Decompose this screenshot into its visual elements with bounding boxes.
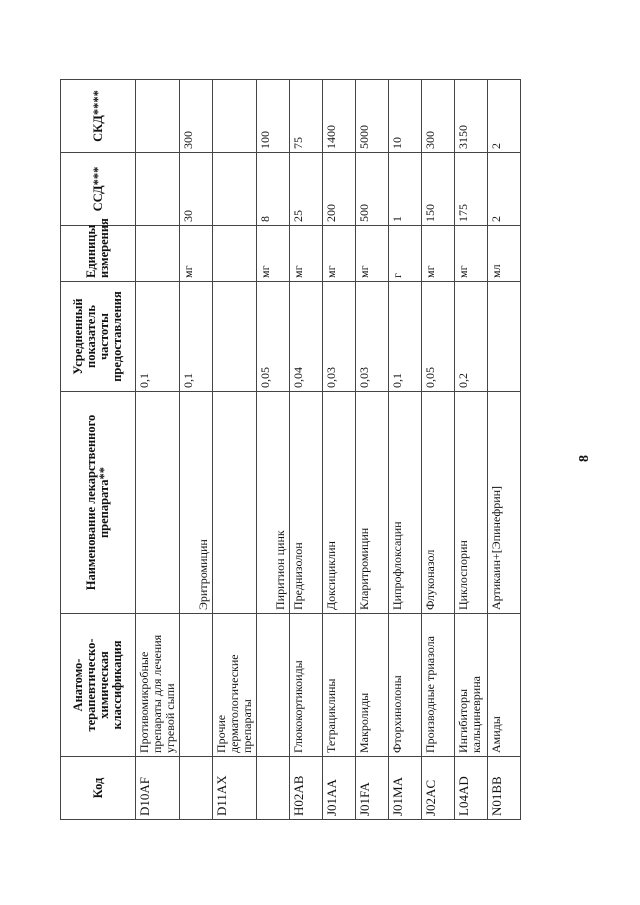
- cell-unit: мг: [356, 226, 389, 282]
- cell-skd: [213, 80, 257, 153]
- cell-freq: 0,2: [455, 282, 488, 392]
- header-ssd: ССД***: [61, 153, 136, 226]
- cell-unit: мг: [180, 226, 213, 282]
- cell-freq: 0,03: [356, 282, 389, 392]
- table-row: [257, 80, 290, 820]
- cell-atc: [257, 614, 290, 757]
- cell-code: J01FA: [356, 757, 389, 820]
- table-header-row: [61, 80, 136, 820]
- cell-freq: 0,1: [389, 282, 422, 392]
- cell-drug: Эритромицин: [180, 392, 213, 614]
- table-row: [290, 80, 323, 820]
- header-atc: Анатомо-терапевтическо-химическая классификация: [61, 614, 136, 757]
- cell-skd: 1400: [323, 80, 356, 153]
- cell-code: N01BB: [488, 757, 521, 820]
- cell-code: J01AA: [323, 757, 356, 820]
- cell-freq: 0,04: [290, 282, 323, 392]
- cell-drug: Кларитромицин: [356, 392, 389, 614]
- cell-code: J01MA: [389, 757, 422, 820]
- cell-unit: мг: [323, 226, 356, 282]
- cell-freq: 0,05: [422, 282, 455, 392]
- cell-ssd: 2: [488, 153, 521, 226]
- cell-code: H02AB: [290, 757, 323, 820]
- cell-drug: Ципрофлоксацин: [389, 392, 422, 614]
- cell-ssd: 200: [323, 153, 356, 226]
- header-skd: СКД****: [61, 80, 136, 153]
- table-row: [455, 80, 488, 820]
- cell-atc: Макролиды: [356, 614, 389, 757]
- cell-drug: [136, 392, 180, 614]
- table-row: [323, 80, 356, 820]
- cell-freq: 0,1: [136, 282, 180, 392]
- cell-ssd: 175: [455, 153, 488, 226]
- cell-ssd: 150: [422, 153, 455, 226]
- cell-atc: [180, 614, 213, 757]
- header-unit: Единицы измерения: [61, 226, 136, 282]
- cell-atc: Ингибиторы кальциневрина: [455, 614, 488, 757]
- cell-freq: 0,03: [323, 282, 356, 392]
- cell-code: J02AC: [422, 757, 455, 820]
- cell-skd: 5000: [356, 80, 389, 153]
- table-row: [180, 80, 213, 820]
- table-row: [389, 80, 422, 820]
- table-row: [488, 80, 521, 820]
- cell-unit: [136, 226, 180, 282]
- table-row: [213, 80, 257, 820]
- cell-ssd: 8: [257, 153, 290, 226]
- cell-code: D10AF: [136, 757, 180, 820]
- cell-drug: Пиритион цинк: [257, 392, 290, 614]
- cell-skd: 3150: [455, 80, 488, 153]
- cell-atc: Тетрациклины: [323, 614, 356, 757]
- cell-atc: Глюкокортикоиды: [290, 614, 323, 757]
- cell-freq: [213, 282, 257, 392]
- cell-freq: 0,05: [257, 282, 290, 392]
- cell-atc: Производные триазола: [422, 614, 455, 757]
- table-row: [356, 80, 389, 820]
- cell-skd: 10: [389, 80, 422, 153]
- cell-unit: мл: [488, 226, 521, 282]
- table-body: [136, 80, 521, 820]
- drug-table: [60, 79, 521, 820]
- cell-unit: мг: [422, 226, 455, 282]
- cell-skd: 300: [422, 80, 455, 153]
- cell-skd: 100: [257, 80, 290, 153]
- cell-atc: Прочие дерматологические препараты: [213, 614, 257, 757]
- cell-skd: 300: [180, 80, 213, 153]
- header-freq: Усредненный показатель частоты предоставления: [61, 282, 136, 392]
- cell-unit: [213, 226, 257, 282]
- cell-drug: Циклоспорин: [455, 392, 488, 614]
- cell-drug: Артикаин+[Эпинефрин]: [488, 392, 521, 614]
- page-number: 8: [577, 455, 592, 462]
- cell-skd: 2: [488, 80, 521, 153]
- cell-ssd: [136, 153, 180, 226]
- cell-code: L04AD: [455, 757, 488, 820]
- cell-code: D11AX: [213, 757, 257, 820]
- cell-drug: [213, 392, 257, 614]
- cell-skd: [136, 80, 180, 153]
- cell-ssd: 500: [356, 153, 389, 226]
- cell-code: [180, 757, 213, 820]
- cell-atc: Фторхинолоны: [389, 614, 422, 757]
- cell-ssd: 1: [389, 153, 422, 226]
- table-row: [422, 80, 455, 820]
- cell-unit: мг: [290, 226, 323, 282]
- cell-skd: 75: [290, 80, 323, 153]
- cell-unit: г: [389, 226, 422, 282]
- cell-freq: 0,1: [180, 282, 213, 392]
- cell-ssd: 30: [180, 153, 213, 226]
- cell-drug: Флуконазол: [422, 392, 455, 614]
- cell-drug: Доксициклин: [323, 392, 356, 614]
- cell-ssd: [213, 153, 257, 226]
- header-drug: Наименование лекарственного препарата**: [61, 392, 136, 614]
- cell-ssd: 25: [290, 153, 323, 226]
- cell-unit: мг: [257, 226, 290, 282]
- cell-drug: Преднизолон: [290, 392, 323, 614]
- header-code: Код: [61, 757, 136, 820]
- cell-atc: Противомикробные препараты для лечения угревой сыпи: [136, 614, 180, 757]
- cell-code: [257, 757, 290, 820]
- cell-unit: мг: [455, 226, 488, 282]
- cell-atc: Амиды: [488, 614, 521, 757]
- cell-freq: [488, 282, 521, 392]
- table-row: [136, 80, 180, 820]
